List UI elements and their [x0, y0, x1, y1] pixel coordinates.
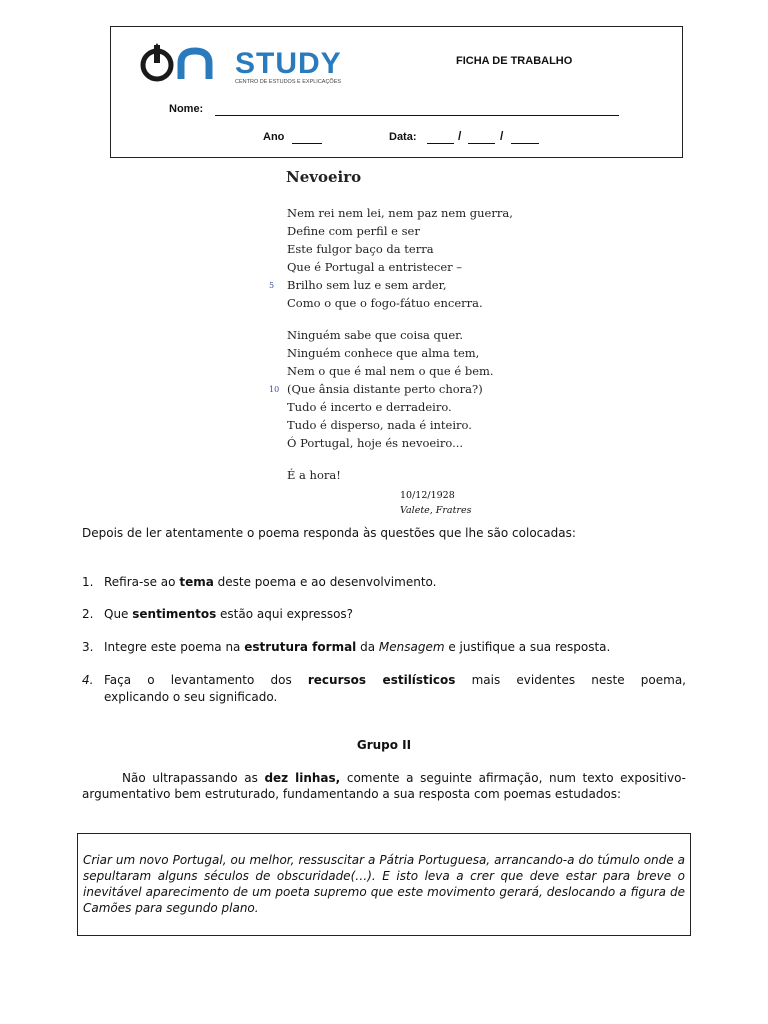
date-month-field[interactable] — [468, 143, 495, 144]
question-number: 3. — [82, 640, 94, 654]
poem-date: 10/12/1928 — [400, 490, 455, 501]
poem-line: Que é Portugal a entristecer – — [287, 260, 463, 274]
logo-tagline: CENTRO DE ESTUDOS E EXPLICAÇÕES — [235, 79, 342, 85]
name-label: Nome: — [169, 103, 204, 115]
poem-place: Valete, Fratres — [400, 505, 472, 516]
poem-line: Nem rei nem lei, nem paz nem guerra, — [287, 206, 513, 220]
line-number: 5 — [269, 281, 275, 290]
sheet-title: FICHA DE TRABALHO — [456, 55, 573, 67]
year-label: Ano — [263, 131, 285, 143]
poem-stanza-1 — [269, 204, 513, 312]
poem-line: Ó Portugal, hoje és nevoeiro... — [287, 436, 464, 450]
poem-line: Tudo é disperso, nada é inteiro. — [287, 418, 472, 432]
poem-line: Este fulgor baço da terra — [287, 242, 434, 256]
poem-line: É a hora! — [287, 468, 341, 482]
quote-box — [77, 833, 691, 936]
question-number: 1. — [82, 575, 94, 589]
poem-line: Define com perfil e ser — [287, 224, 420, 238]
question-number: 4. — [82, 673, 94, 687]
poem-line: Tudo é incerto e derradeiro. — [287, 400, 452, 414]
question-1: 1. Refira-se ao tema deste poema e ao desenvolvimento. — [82, 575, 437, 589]
date-separator: / — [500, 129, 504, 143]
worksheet-header — [110, 26, 683, 158]
poem-line: Como o que o fogo-fátuo encerra. — [287, 296, 483, 310]
logo-wordmark: STUDY — [235, 47, 342, 80]
poem-line: Nem o que é mal nem o que é bem. — [287, 364, 494, 378]
group-2-instructions: Não ultrapassando as dez linhas, comente a seguinte afirmação, num texto expositivo-argumentativo bem estruturado, fundamentando a sua resposta com poemas estudados: — [82, 771, 686, 801]
name-field[interactable] — [215, 115, 619, 116]
question-3: 3. Integre este poema na estrutura formal da Mensagem e justifique a sua resposta. — [82, 640, 611, 654]
group-2-title: Grupo II — [356, 738, 412, 752]
onstudy-logo — [139, 43, 349, 83]
poem-line: 5 Brilho sem luz e sem arder, — [287, 276, 513, 294]
poem-stanza-2 — [269, 326, 494, 452]
poem-line: Ninguém conhece que alma tem, — [287, 346, 480, 360]
line-number: 10 — [269, 385, 280, 394]
poem-stanza-3 — [287, 466, 341, 484]
question-number: 2. — [82, 607, 94, 621]
date-day-field[interactable] — [427, 143, 454, 144]
question-4: 4. Faça o levantamento dos recursos estilísticos mais evidentes neste poema, explicando o seu significado. — [82, 673, 686, 704]
date-separator: / — [458, 129, 462, 143]
poem-line: 10 (Que ânsia distante perto chora?) — [287, 380, 494, 398]
poem-line: Ninguém sabe que coisa quer. — [287, 328, 464, 342]
year-field[interactable] — [292, 143, 322, 144]
date-year-field[interactable] — [511, 143, 539, 144]
quote-text: Criar um novo Portugal, ou melhor, ressuscitar a Pátria Portuguesa, arrancando-a do túmulo onde a sepultaram alguns séculos de obscuridade(…). E isto leva a crer que deve estar para breve o inevitável aparecimento de um poeta supremo que este movimento gerará, deslocando a figura de Camões para segundo plano. — [83, 853, 685, 915]
instructions-text: Depois de ler atentamente o poema responda às questões que lhe são colocadas: — [82, 526, 576, 540]
logo-power-icon — [139, 43, 234, 83]
question-2: 2. Que sentimentos estão aqui expressos? — [82, 607, 354, 621]
date-label: Data: — [389, 131, 417, 143]
poem-title: Nevoeiro — [286, 168, 362, 186]
